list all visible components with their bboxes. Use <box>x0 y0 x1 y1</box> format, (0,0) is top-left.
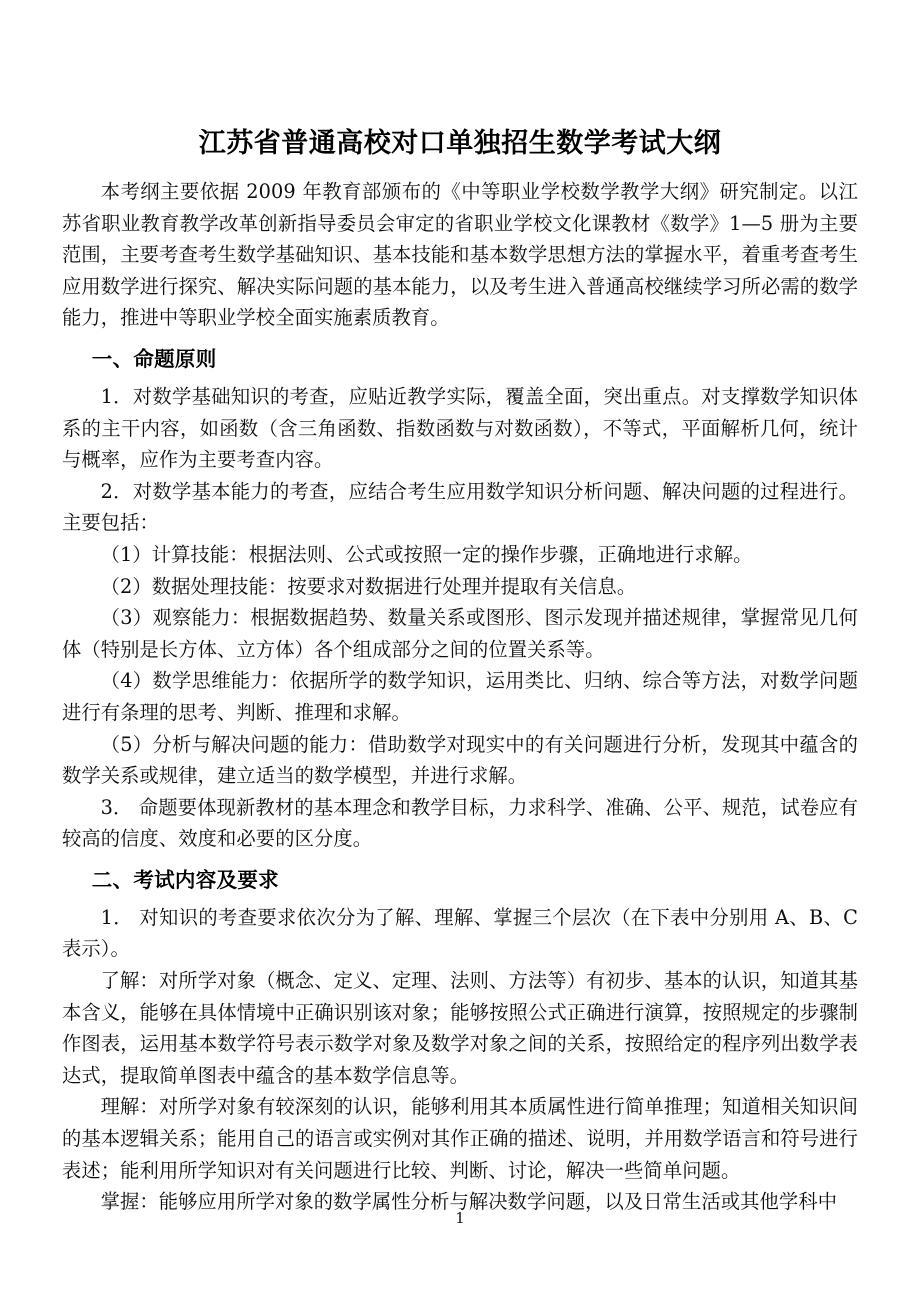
principle-subitem-3: （3）观察能力：根据数据趋势、数量关系或图形、图示发现并描述规律，掌握常见几何体（特别是长方体、立方体）各个组成部分之间的位置关系等。 <box>62 606 858 661</box>
level-zhangwo: 掌握：能够应用所学对象的数学属性分析与解决数学问题，以及日常生活或其他学科中 <box>100 1190 838 1214</box>
principle-subitem-4: （4）数学思维能力：依据所学的数学知识，运用类比、归纳、综合等方法，对数学问题进行有条理的思考、判断、推理和求解。 <box>62 669 858 724</box>
page-title: 江苏省普通高校对口单独招生数学考试大纲 <box>198 128 722 159</box>
level-liaojie: 了解：对所学对象（概念、定义、定理、法则、方法等）有初步、基本的认识，知道其基本含义，能够在具体情境中正确识别该对象；能够按照公式正确进行演算，按照规定的步骤制作图表，运用基本数学符号表示数学对象及数学对象之间的关系，按照给定的程序列出数学表达式，提取简单图表中蕴含的基本数学信息等。 <box>62 969 858 1087</box>
principle-item-1: 1．对数学基础知识的考查，应贴近教学实际，覆盖全面，突出重点。对支撑数学知识体系的主干内容，如函数（含三角函数、指数函数与对数函数），不等式，平面解析几何，统计与概率，应作为主要考查内容。 <box>62 384 858 472</box>
level-lijie: 理解：对所学对象有较深刻的认识，能够利用其本质属性进行简单推理；知道相关知识间的基本逻辑关系；能用自己的语言或实例对其作正确的描述、说明，并用数学语言和符号进行表述；能利用所学知识对有关问题进行比较、判断、讨论，解决一些简单问题。 <box>62 1095 858 1182</box>
principle-item-2: 2．对数学基本能力的考查，应结合考生应用数学知识分析问题、解决问题的过程进行。主要包括： <box>62 479 858 535</box>
intro-paragraph: 本考纲主要依据 2009 年教育部颁布的《中等职业学校数学教学大纲》研究制定。以江苏省职业教育教学改革创新指导委员会审定的省职业学校文化课教材《数学》1—5 册为主要范围，主要考查考生数学基础知识、基本技能和基本数学思想方法的掌握水平，着重考查考生应用数学进行探究、解决实际问题的基本能力，以及考生进入普通高校继续学习所必需的数学能力，推进中等职业学校全面实施素质教育。 <box>62 180 858 330</box>
principle-subitem-1: （1）计算技能：根据法则、公式或按照一定的操作步骤，正确地进行求解。 <box>100 542 753 566</box>
page-number: 1 <box>455 1209 465 1227</box>
section-heading-content: 二、考试内容及要求 <box>91 867 279 892</box>
page-content <box>62 0 858 1218</box>
principle-subitem-2: （2）数据处理技能：按要求对数据进行处理并提取有关信息。 <box>100 574 637 598</box>
principle-item-3: 3． 命题要体现新教材的基本理念和教学目标，力求科学、准确、公平、规范，试卷应有较高的信度、效度和必要的区分度。 <box>62 795 858 851</box>
content-item-1: 1． 对知识的考查要求依次分为了解、理解、掌握三个层次（在下表中分别用 A、B、C 表示）。 <box>62 905 858 961</box>
principle-subitem-5: （5）分析与解决问题的能力：借助数学对现实中的有关问题进行分析，发现其中蕴含的数学关系或规律，建立适当的数学模型，并进行求解。 <box>62 732 858 788</box>
section-heading-principles: 一、命题原则 <box>91 346 217 371</box>
